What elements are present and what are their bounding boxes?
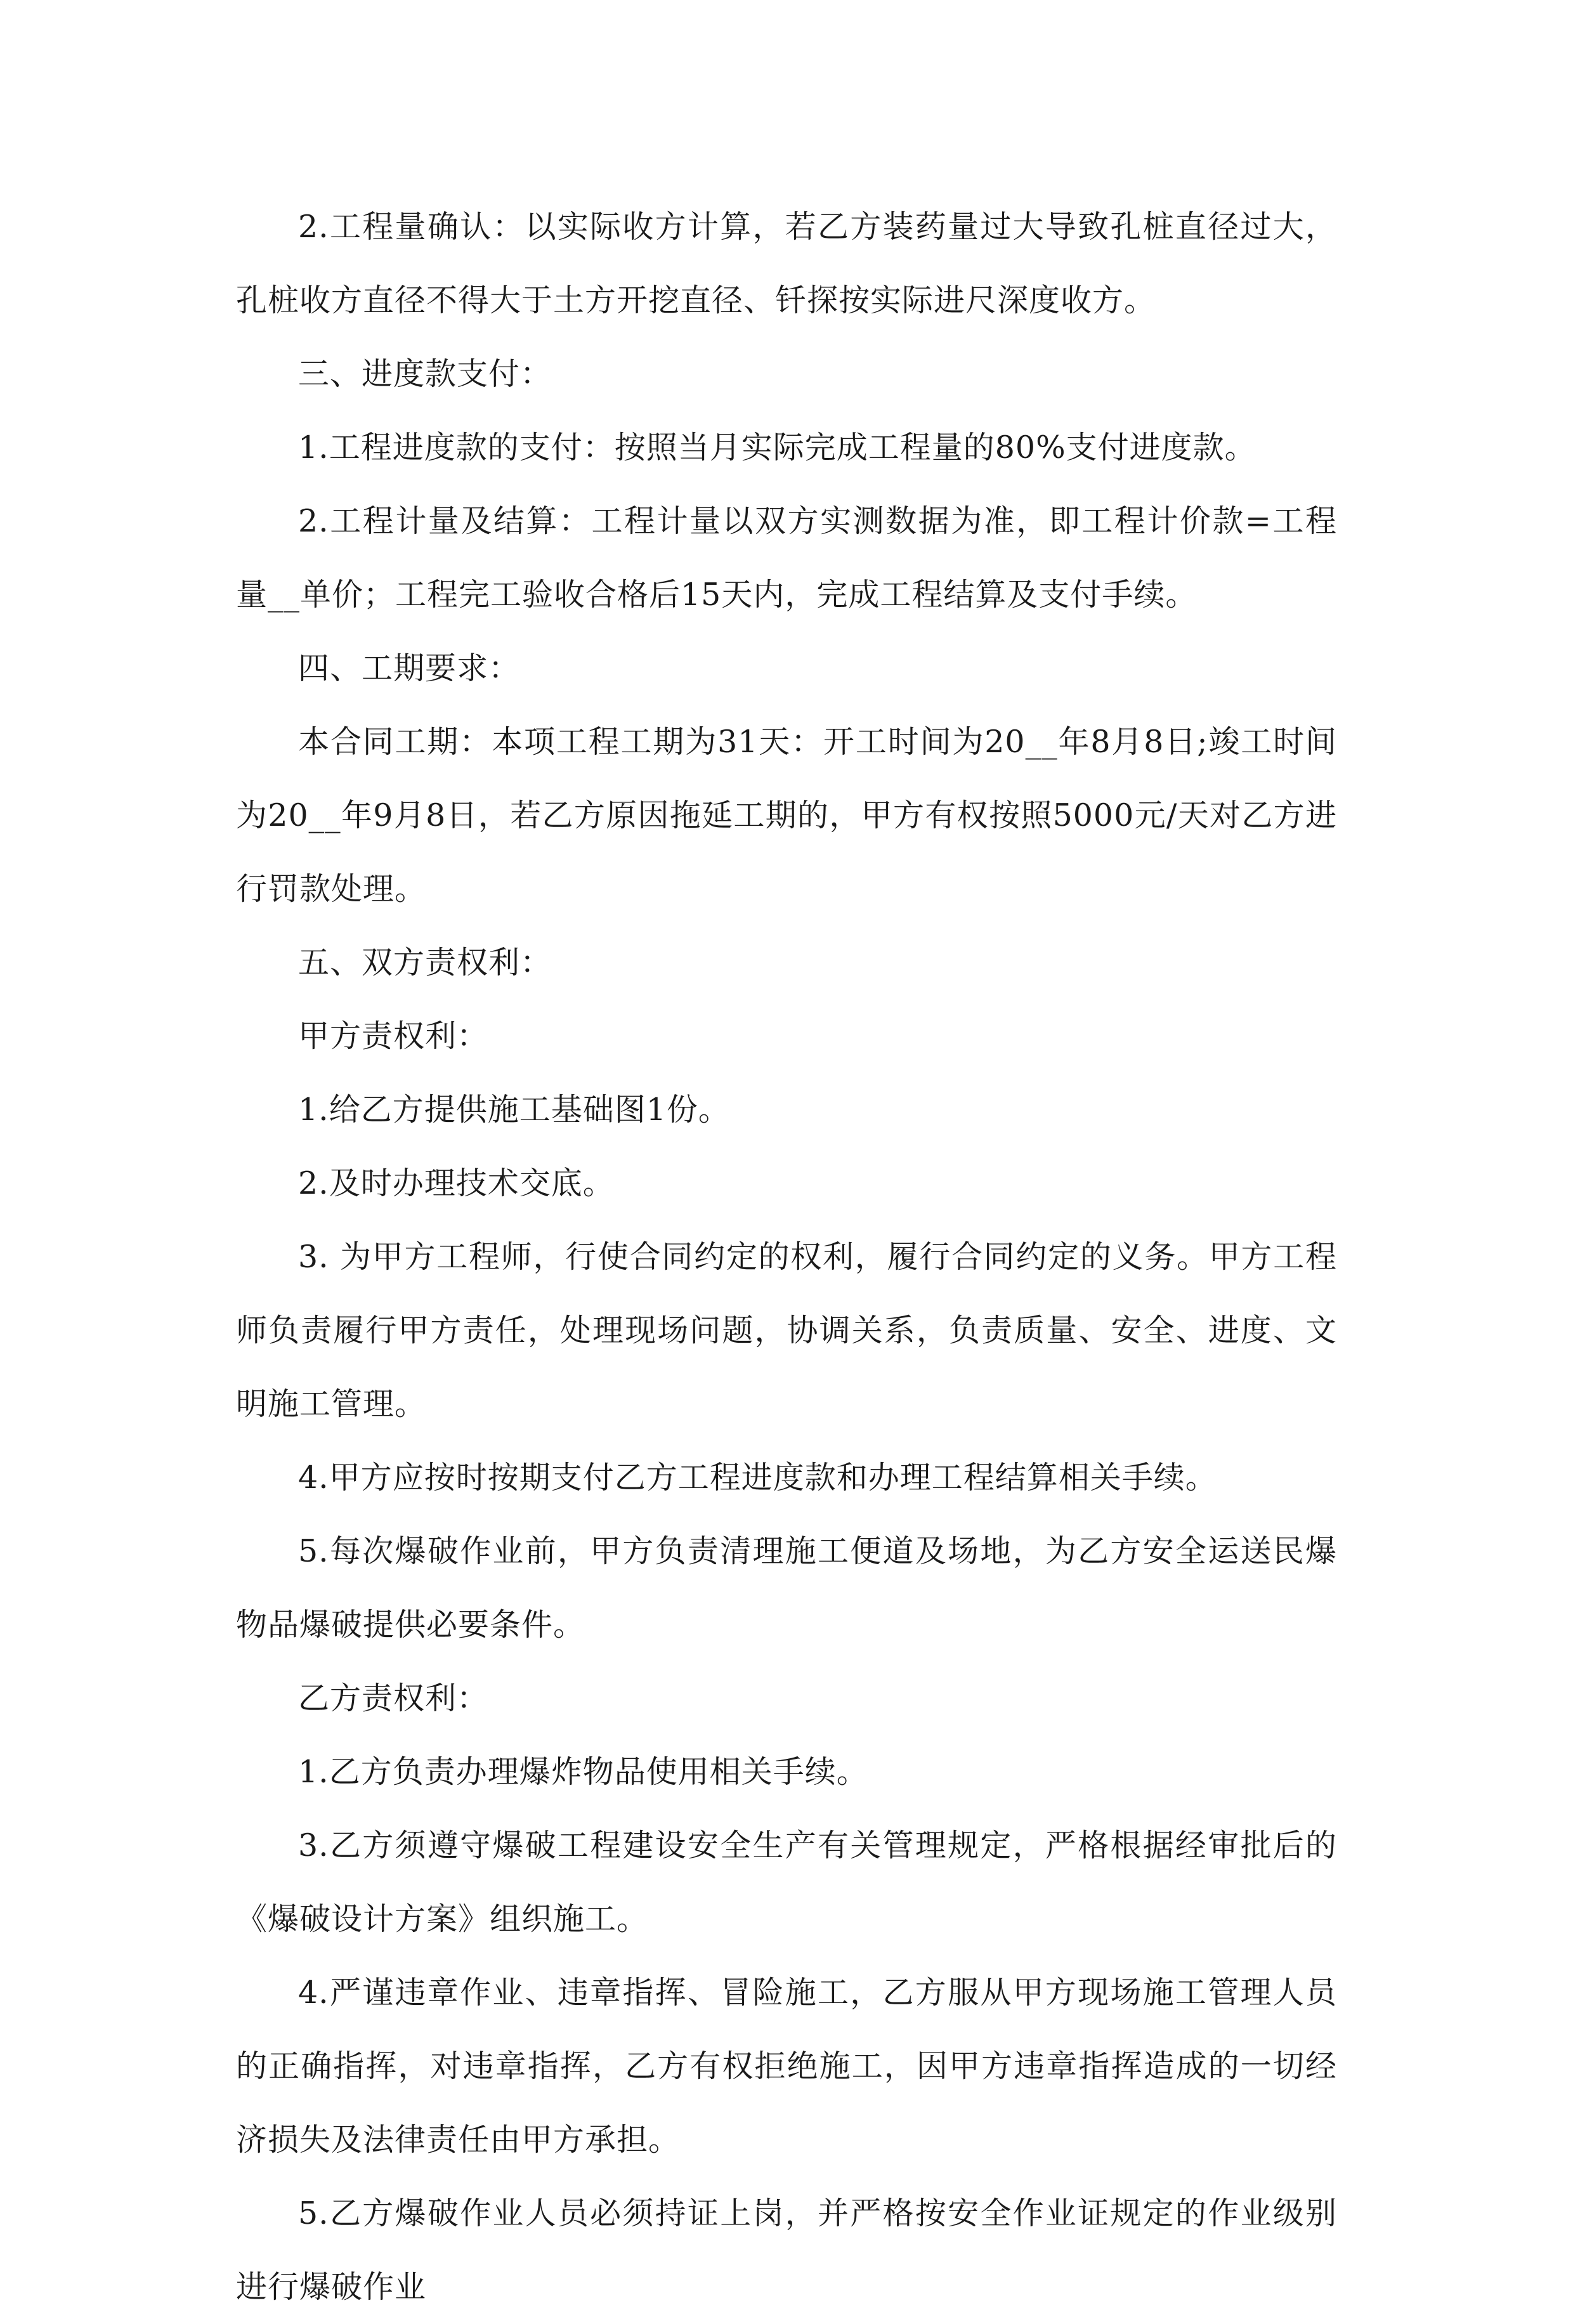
- list-item-party-b-1: 1.乙方负责办理爆炸物品使用相关手续。: [298, 1754, 868, 1790]
- list-item-party-b-3: 3.乙方须遵守爆破工程建设安全生产有关管理规定，严格根据经审批后的《爆破设计方案》组织施工。: [236, 1827, 1337, 1937]
- subheading-party-b-rights: 乙方责权利：: [298, 1680, 489, 1716]
- list-item-party-b-5: 5.乙方爆破作业人员必须持证上岗，并严格按安全作业证规定的作业级别进行爆破作业: [236, 2195, 1337, 2305]
- list-item-party-a-3: 3. 为甲方工程师，行使合同约定的权利，履行合同约定的义务。甲方工程师负责履行甲方责任，处理现场问题，协调关系，负责质量、安全、进度、文明施工管理。: [236, 1239, 1337, 1422]
- paragraph-measurement-settlement: 2.工程计量及结算：工程计量以双方实测数据为准，即工程计价款=工程量__单价；工程完工验收合格后15天内，完成工程结算及支付手续。: [236, 503, 1337, 613]
- list-item-party-a-2: 2.及时办理技术交底。: [298, 1165, 615, 1201]
- document-body: [236, 190, 1337, 2324]
- list-item-party-a-1: 1.给乙方提供施工基础图1份。: [298, 1092, 730, 1128]
- list-item-party-b-4: 4.严谨违章作业、违章指挥、冒险施工，乙方服从甲方现场施工管理人员的正确指挥，对违章指挥，乙方有权拒绝施工，因甲方违章指挥造成的一切经济损失及法律责任由甲方承担。: [236, 1975, 1337, 2158]
- subheading-party-a-rights: 甲方责权利：: [298, 1018, 489, 1054]
- section-heading-progress-payment: 三、进度款支付：: [298, 356, 552, 392]
- paragraph-quantity-confirmation: 2.工程量确认：以实际收方计算，若乙方装药量过大导致孔桩直径过大，孔桩收方直径不得大于土方开挖直径、钎探按实际进尺深度收方。: [236, 209, 1337, 318]
- list-item-party-a-5: 5.每次爆破作业前，甲方负责清理施工便道及场地，为乙方安全运送民爆物品爆破提供必要条件。: [236, 1533, 1337, 1643]
- section-heading-schedule: 四、工期要求：: [298, 650, 521, 686]
- section-heading-rights-duties: 五、双方责权利：: [298, 944, 552, 981]
- list-item-party-a-4: 4.甲方应按时按期支付乙方工程进度款和办理工程结算相关手续。: [298, 1459, 1217, 1496]
- paragraph-contract-period: 本合同工期：本项工程工期为31天：开工时间为20__年8月8日;竣工时间为20__年9月8日，若乙方原因拖延工期的，甲方有权按照5000元/天对乙方进行罚款处理。: [236, 724, 1337, 907]
- paragraph-progress-payment: 1.工程进度款的支付：按照当月实际完成工程量的80%支付进度款。: [298, 429, 1256, 466]
